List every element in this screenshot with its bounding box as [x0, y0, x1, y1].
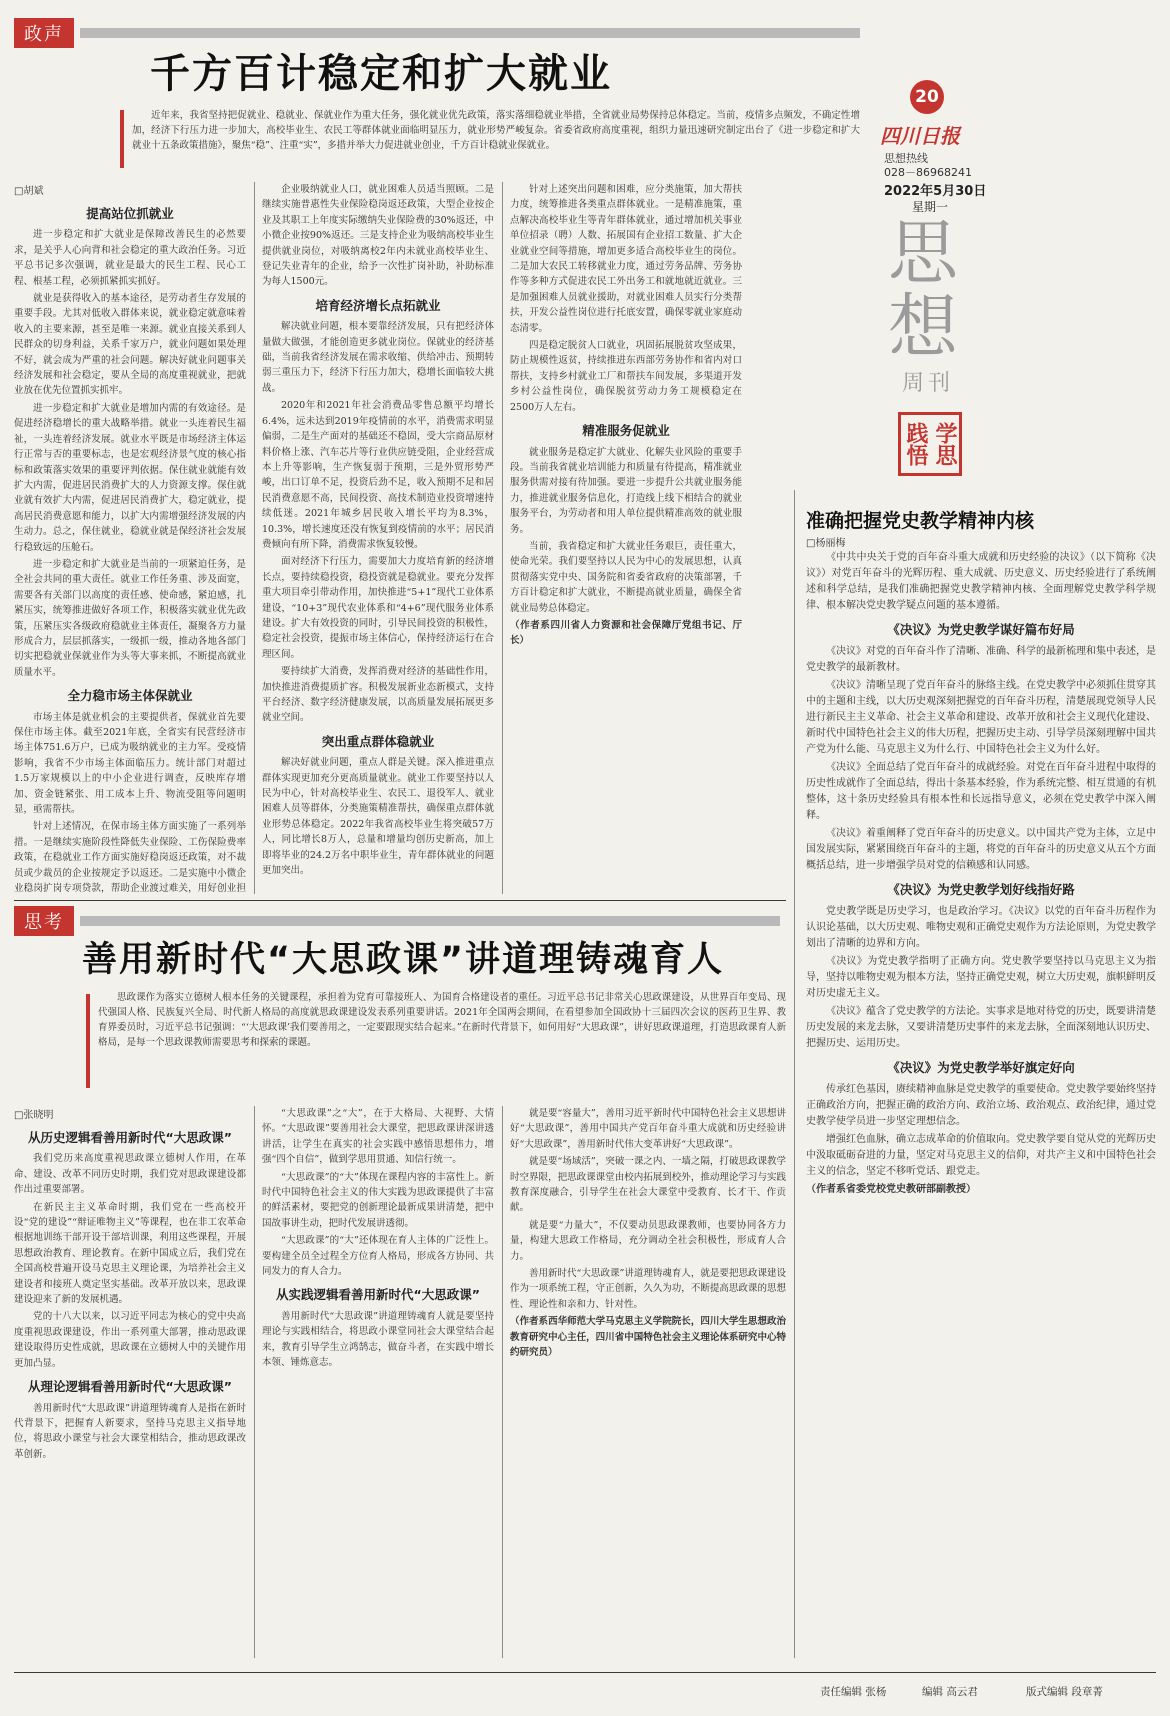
subheading: 提高站位抓就业	[86, 206, 174, 221]
sidebar-divider	[794, 490, 795, 1658]
masthead-char-2: 想	[888, 286, 958, 368]
masthead-char-1: 思	[888, 212, 958, 294]
hotline-number: 028－86968241	[884, 166, 972, 179]
paragraph: 《决议》清晰呈现了党百年奋斗的脉络主线。在党史教学中必须抓住贯穿其中的主题和主线，以大历史观深刻把握党的百年奋斗历程，清楚展现党领导人民进行新民主主义革命、社会主义革命和建设、改革开放和社会主义现代化建设、新时代中国特色社会主义的伟大历程，把握历史主动、引导学员深刻理解中国共产党为什么能、马克思主义为什么行、中国特色社会主义为什么好。	[806, 680, 1156, 755]
paragraph: 市场主体是就业机会的主要提供者，保就业首先要保住市场主体。截至2021年底，全省实有民营经济市场主体751.6万户，已成为吸纳就业的主力军。受疫情影响，我省不少市场主体面临压力。统计部门对超过1.5万家规模以上的中小企业进行调查，反映库存增加、资金链紧张、用工成本上升、物流受阻等问题明显，亟需帮扶。	[14, 711, 246, 816]
subheading: 《决议》为党史教学划好线指好路	[887, 882, 1075, 897]
study-stamp	[898, 412, 962, 476]
lede-employment: 近年来，我省坚持把促就业、稳就业、保就业作为重大任务，强化就业优先政策，落实落细稳就业举措，全省就业局势保持总体稳定。当前，疫情多点频发，不确定性增加，经济下行压力进一步加大，高校毕业生、农民工等群体就业面临明显压力，就业形势严峻复杂。省委省政府高度重视，组织力量迅速研究制定出台了《进一步稳定和扩大就业十五条政策措施》，聚焦“稳”、注重“实”，多措并举大力促进就业创业，千方百计稳就业保就业。	[132, 110, 860, 151]
byline-zhang-xiaoming: □张晓明	[14, 1110, 54, 1121]
footer-editor: 责任编辑 张杨	[820, 1686, 887, 1698]
lede-ideology-class: 思政课作为落实立德树人根本任务的关键课程，承担着为党育可靠接班人、为国育合格建设者的重任。习近平总书记非常关心思政课建设，从世界百年变局、现代强国人格、民族复兴全局、时代新人格局的高度就思政课建设发表系列重要讲话。2021年全国两会期间，在看望参加全国政协十三届四次会议的医药卫生界、教育界委员时，习近平总书记强调：“‘大思政课’我们要善用之，一定要跟现实结合起来。”在新时代背景下，如何用好“大思政课”，讲好思政课道理，打造思政课育人新格局，是每一个思政课教师需要思考和探索的课题。	[98, 992, 786, 1048]
headline-employment: 千方百计稳定和扩大就业	[150, 51, 612, 97]
paragraph: 就是要“容量大”，善用习近平新时代中国特色社会主义思想讲好“大思政课”，善用中国共产党百年奋斗重大成就和历史经验讲好“大思政课”，善用新时代伟大变革讲好“大思政课”。	[510, 1108, 786, 1150]
paper-logo: 四川日报	[880, 124, 960, 148]
paragraph: 党的十八大以来，以习近平同志为核心的党中央高度重视思政课建设，作出一系列重大部署，推动思政课建设取得历史性成就，思政课在立德树人中的关键作用更加凸显。	[14, 1311, 246, 1369]
issue-date: 2022年5月30日	[884, 184, 987, 199]
paragraph: 当前，我省稳定和扩大就业任务艰巨，责任重大，使命光荣。我们要坚持以人民为中心的发展思想，认真贯彻落实党中央、国务院和省委省政府的决策部署，千方百计稳定和扩大就业，不断提高就业质量，确保全省就业局势总体稳定。	[510, 540, 742, 614]
header-strip	[80, 28, 860, 38]
paragraph: 就业是获得收入的基本途径，是劳动者生存发展的重要手段。尤其对低收入群体来说，就业稳定就意味着收入的主要来源，甚至是唯一来源。就业直接关系到人民群众的切身利益，关系千家万户，就业问题如果处理不好，就会成为严重的社会问题。解决好就业问题事关经济发展和社会稳定，要从全局的高度重视就业，把就业放在优先位置抓实抓牢。	[14, 293, 246, 397]
paragraph: 《决议》蕴含了党史教学的方法论。实事求是地对待党的历史，既要讲清楚历史发展的来龙去脉，又要讲清楚历史事件的来龙去脉，全面深刻地认识历史、把握历史、运用历史。	[806, 1006, 1156, 1049]
paragraph: 就业服务是稳定扩大就业、化解失业风险的重要手段。当前我省就业培训能力和质量有待提高，精准就业服务供需对接有待加强。要进一步提升公共就业服务能力，推进就业服务信息化，打造线上线下相结合的就业服务平台，为劳动者和用人单位提供精准高效的就业服务。	[510, 446, 742, 535]
masthead-weekly: 周刊	[902, 371, 955, 396]
author-note: （作者系西华师范大学马克思主义学院院长，四川大学生思想政治教育研究中心主任，四川省中国特色社会主义理论体系研究中心特约研究员）	[510, 1316, 786, 1359]
article-column-2	[262, 182, 494, 896]
subheading: 从历史逻辑看善用新时代“大思政课”	[28, 1130, 232, 1145]
author-note: （作者系四川省人力资源和社会保障厅党组书记、厅长）	[510, 619, 742, 647]
column-divider	[254, 182, 255, 894]
paragraph: 进一步稳定和扩大就业是保障改善民生的必然要求，是关乎人心向背和社会稳定的重大政治任务。习近平总书记多次强调，就业是最大的民生工程、民心工程、根基工程，必须抓紧抓实抓好。	[14, 229, 246, 287]
subheading: 全力稳市场主体保就业	[67, 688, 193, 704]
paragraph: 企业吸纳就业人口，就业困难人员适当照顾。二是继续实施普惠性失业保险稳岗返还政策，大型企业按企业及其职工上年度实际缴纳失业保险费的30%返还，中小微企业按90%返还。三是支持企业为吸纳高校毕业生提供就业岗位，对吸纳离校2年内未就业高校毕业生、登记失业青年的企业，给予一次性扩岗补助，补助标准为每人1500元。	[262, 184, 494, 288]
sidebar-article-body	[806, 550, 1156, 1658]
subheading: 《决议》为党史教学谋好篇布好局	[887, 622, 1075, 637]
paragraph: 善用新时代“大思政课”讲道理铸魂育人就是要坚持理论与实践相结合，将思政小课堂同社会大课堂结合起来，教育引导学生立鸿鹄志，做奋斗者，在实践中增长本领、锤炼意志。	[262, 1310, 494, 1369]
article-column-1	[14, 1122, 246, 1658]
paragraph: 要持续扩大消费，发挥消费对经济的基础性作用，加快推进消费提质扩容。积极发展新业态新模式，支持平台经济、数字经济健康发展，以高质量发展拓展更多就业空间。	[262, 666, 494, 724]
section-tag-thinking: 思考	[14, 906, 74, 936]
subheading: 从实践逻辑看善用新时代“大思政课”	[276, 1287, 480, 1303]
footer-rule	[14, 1672, 1156, 1673]
paragraph: 解决好就业问题，重点人群是关键。深入推进重点群体实现更加充分更高质量就业。就业工作要坚持以人民为中心，针对高校毕业生、农民工、退役军人、就业困难人员等群体，分类施策精准帮扶，确保重点群体就业形势总体稳定。2022年我省高校毕业生将突破57万人，同比增长8万人，总量和增量均创历史新高，加上即将毕业的24.2万名中职毕业生，青年群体就业的问题更加突出。	[262, 757, 494, 877]
paragraph: 我们党历来高度重视思政课立德树人作用，在革命、建设、改革不同历史时期，我们党对思政课建设都作出过重要部署。	[14, 1153, 246, 1196]
section-divider	[14, 900, 786, 901]
paragraph: “大思政课”的“大”体现在课程内容的丰富性上。新时代中国特色社会主义的伟大实践为思政课提供了丰富的鲜活素材，要把党的创新理论最新成果讲清楚，把中国故事讲生动，把时代发展讲透彻。	[262, 1171, 494, 1229]
paragraph: 《决议》为党史教学指明了正确方向。党史教学要坚持以马克思主义为指导，坚持以唯物史观为根本方法，坚持正确党史观，树立大历史观，旗帜鲜明反对历史虚无主义。	[806, 956, 1156, 999]
paragraph: “大思政课”的“大”还体现在育人主体的广泛性上。要构建全员全过程全方位育人格局，形成各方协同、共同发力的育人合力。	[262, 1235, 494, 1278]
header-strip	[80, 916, 780, 926]
issue-weekday: 星期一	[912, 200, 949, 214]
page-number-badge: 20	[910, 80, 944, 114]
subheading: 培育经济增长点拓就业	[315, 297, 441, 313]
article-column-2	[262, 1106, 494, 1658]
byline-hu-bin: □胡斌	[14, 186, 44, 197]
paragraph: 四是稳定脱贫人口就业，巩固拓展脱贫攻坚成果，防止规模性返贫，持续推进东西部劳务协作和省内对口帮扶，支持乡村就业工厂和帮扶车间发展，多渠道开发乡村公益性岗位，确保脱贫劳动力务工规模稳定在2500万人左右。	[510, 340, 742, 413]
paragraph: 解决就业问题，根本要靠经济发展，只有把经济体量做大做强，才能创造更多就业岗位。保就业的经济基础，当前我省经济发展在需求收缩、供给冲击、预期转弱三重压力下，经济下行压力加大，稳增长面临较大挑战。	[262, 321, 494, 394]
subheading: 从理论逻辑看善用新时代“大思政课”	[28, 1379, 232, 1395]
subheading: 《决议》为党史教学举好旗定好向	[887, 1060, 1075, 1075]
paragraph: 进一步稳定和扩大就业是增加内需的有效途径。是促进经济稳增长的重大战略举措。就业一头连着民生福祉，一头连着经济发展。就业水平既是市场经济主体运行正常与否的重要标志，也是宏观经济景气度的核心指标和政策落实效果的重要评判依据。保住就业就能有效扩大内需，促进居民消费扩大的人力资源支撑。保住就业就有效扩大内需，促进居民消费扩大，稳定就业，提高居民消费意愿和能力，以扩大内需增强经济发展的内生动力。总之，保住就业，稳就业就是保经济社会发展行稳致远的压舱石。	[14, 402, 246, 553]
paragraph: 《决议》对党的百年奋斗作了清晰、准确、科学的最新梳理和集中表述，是党史教学的最新教材。	[806, 646, 1156, 673]
paragraph: 《决议》着重阐释了党百年奋斗的历史意义。以中国共产党为主体，立足中国发展实际，紧紧围绕百年奋斗的主题，将党的百年奋斗的历史意义从五个方面概括总结，进一步增强学员对党的信赖感和认同感。	[806, 828, 1156, 871]
paragraph: 针对上述情况，在保市场主体方面实施了一系列举措。一是继续实施阶段性降低失业保险、工伤保险费率政策，在稳就业工作方面实施好稳岗返还政策，对不裁员或少裁员的企业按规定予以返还。二是实施中小微企业稳岗扩岗专项贷款，帮助企业渡过难关，用好创业担	[14, 821, 246, 895]
author-note: （作者系省委党校党史教研部副教授）	[806, 1184, 976, 1195]
article-column-1	[14, 198, 246, 896]
column-divider	[254, 1106, 255, 1658]
paragraph: 针对上述突出问题和困难，应分类施策，加大帮扶力度，统筹推进各类重点群体就业。一是精准施策，重点解决高校毕业生等青年群体就业，通过增加机关事业单位招录（聘）人数、拓展国有企业招工数量、扩大企业就业空间等措施，增加更多适合高校毕业生的岗位。二是加大农民工转移就业力度，通过劳务品牌、劳务协作等多种方式促进农民工外出务工和就地就近就业。三是加强困难人员就业援助，对就业困难人员实行分类帮扶，开发公益性岗位进行托底安置，确保零就业家庭动态清零。	[510, 184, 742, 334]
article-column-3	[510, 1106, 786, 1658]
subheading: 突出重点群体稳就业	[321, 733, 435, 749]
paragraph: 在新民主主义革命时期，我们党在一些高校开设“党的建设”“辩证唯物主义”等课程，也在非工农革命根据地训练干部开设干部培训课，利用这些课程，开展思想政治教育、理论教育。在新中国成立后，我们党在全国高校普遍开设马克思主义理论课，为培养社会主义建设者和接班人奠定坚实基础。改革开放以来，思政课建设迎来了新的发展机遇。	[14, 1201, 246, 1306]
headline-ideology-class: 善用新时代“大思政课”讲道理铸魂育人	[82, 940, 725, 980]
article-column-3	[510, 182, 742, 896]
footer-designer: 编辑 高云君	[922, 1686, 978, 1698]
footer-layout: 版式编辑 段章菁	[1026, 1686, 1103, 1698]
lede-accent-bar	[86, 994, 90, 1088]
paragraph: “大思政课”之“大”，在于大格局、大视野、大情怀。“大思政课”要善用社会大课堂，把思政课讲深讲透讲活，让学生在真实的社会实践中感悟思想伟力，增强“四个自信”，做到学思用贯通、知信行统一。	[262, 1108, 494, 1166]
sidebar-headline: 准确把握党史教学精神内核	[806, 510, 1035, 532]
byline-yang-limei: □杨丽梅	[806, 538, 846, 549]
paragraph: 善用新时代“大思政课”讲道理铸魂育人是指在新时代背景下，把握育人新要求，坚持马克思主义指导地位，将思政小课堂与社会大课堂相结合，推动思政课改革创新。	[14, 1402, 246, 1460]
section-tag-politics: 政声	[14, 18, 74, 48]
hotline-label: 思想热线	[884, 152, 928, 165]
lede-accent-bar	[120, 110, 124, 168]
paragraph: 进一步稳定和扩大就业是当前的一项紧迫任务，是全社会共同的重大责任。就业工作任务重、涉及面宽，需要各有关部门以高度的责任感、使命感，紧迫感，扎紧压实，统筹推进做好各项工作，积极落实就业优先政策，压紧压实各级政府稳就业主体责任，凝聚各方力量形成合力，层层抓落实，一级抓一级，推动各地各部门切实把稳就业保就业作为头等大事来抓，不断提高就业质量水平。	[14, 558, 246, 678]
column-divider	[502, 1106, 503, 1658]
paragraph: 就是要“力量大”，不仅要动员思政课教师，也要协同各方力量，构建大思政工作格局，充分调动全社会积极性，形成育人合力。	[510, 1219, 786, 1262]
column-divider	[502, 182, 503, 894]
paragraph: 《中共中央关于党的百年奋斗重大成就和历史经验的决议》（以下简称《决议》）对党百年奋斗的光辉历程、重大成就、历史意义、历史经验进行了系统阐述和科学总结，是我们准确把握党史教学精神内核、全面理解党史教学科学规律、根本解决党史教学疑点问题的基本遵循。	[806, 552, 1156, 611]
paragraph: 传承红色基因，赓续精神血脉是党史教学的重要使命。党史教学要始终坚持正确政治方向，把握正确的政治方向、政治立场、政治观点、政治纪律，通过党史教学使学员进一步坚定理想信念。	[806, 1084, 1156, 1127]
paragraph: 善用新时代“大思政课”讲道理铸魂育人，就是要把思政课建设作为一项系统工程，守正创新，久久为功，不断提高思政课的思想性、理论性和亲和力、针对性。	[510, 1268, 786, 1310]
paragraph: 增强红色血脉，确立志成革命的价值取向。党史教学要自觉从党的光辉历史中汲取砥砺奋进的力量，坚定对马克思主义的信仰，对共产主义和中国特色社会主义的信念，坚定不移听党话、跟党走。	[806, 1134, 1156, 1177]
paragraph: 《决议》全面总结了党百年奋斗的成就经验。对党在百年奋斗进程中取得的历史性成就作了全面总结，得出十条基本经验，作为系统完整、相互贯通的有机整体，这十条历史经验具有根本性和长远指导意义，必须在党史教学中深入阐释。	[806, 762, 1156, 821]
paragraph: 党史教学既是历史学习，也是政治学习。《决议》以党的百年奋斗历程作为认识论基础，以大历史观、唯物史观和正确党史观作为方法论原则，为党史教学划出了清晰的边界和方向。	[806, 906, 1156, 949]
paragraph: 就是要“场域活”，突破一课之内、一墙之隔，打破思政课教学时空界限，把思政课课堂由校内拓展到校外，推动理论学习与实践教育深度融合，引导学生在社会大课堂中受教育、长才干、作贡献。	[510, 1156, 786, 1214]
stamp-text: 学思践悟	[903, 422, 958, 466]
paragraph: 面对经济下行压力，需要加大力度培育新的经济增长点，要持续稳投资，稳投资就是稳就业。要充分发挥重大项目牵引带动作用，加快推进“5+1”现代工业体系建设，“10+3”现代农业体系和“4+6”现代服务业体系建设。扩大有效投资的同时，引导民间投资的积极性，稳定社会投资，提振市场主体信心，保持经济运行在合理区间。	[262, 556, 494, 660]
paragraph: 2020年和2021年社会消费品零售总额平均增长6.4%，远未达到2019年疫情前的水平，消费需求明显偏弱，二是生产面对的基础还不稳固，受大宗商品原材料价格上涨、汽车芯片等行业供应链受阻，企业经营成本上升等影响，生产恢复弱于预期，三是外贸形势严峻，出口订单不足，投资后劲不足，收入预期不足和居民消费意愿不高，民间投资、高技术制造业投资增速持续低迷。2021年城乡居民收入增长平均为8.3%，10.3%，增长速度还没有恢复到疫情前的水平；居民消费倾向有所下降，消费需求恢复较慢。	[262, 400, 494, 550]
subheading: 精准服务促就业	[582, 423, 670, 439]
